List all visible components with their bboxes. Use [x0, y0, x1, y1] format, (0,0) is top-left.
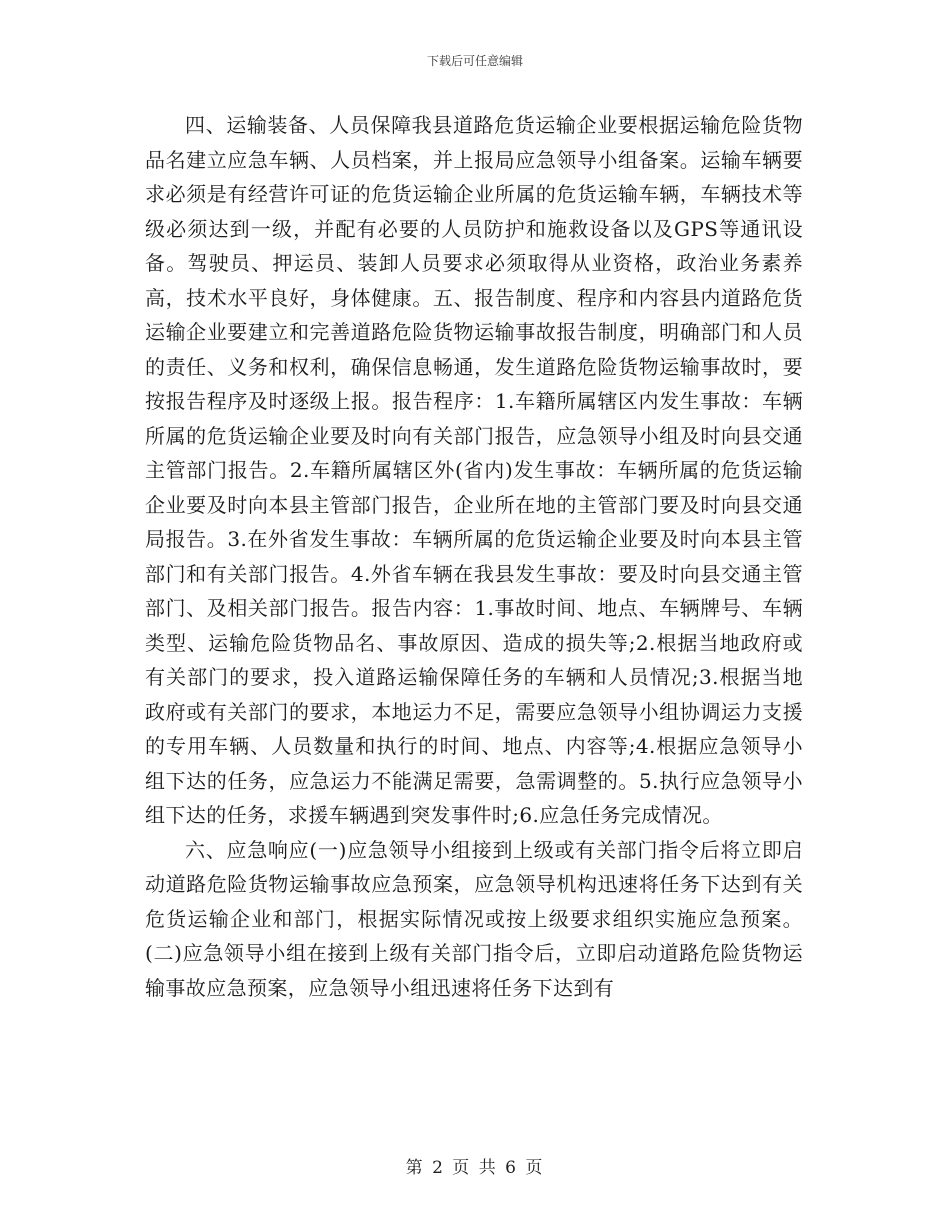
- paragraph: 四、运输装备、人员保障我县道路危货运输企业要根据运输危险货物品名建立应急车辆、人员档案，并上报局应急领导小组备案。运输车辆要求必须是有经营许可证的危货运输企业所属的危货运输车辆，车辆技术等级必须达到一级，并配有必要的人员防护和施救设备以及GPS等通讯设备。驾驶员、押运员、装卸人员要求必须取得从业资格，政治业务素养高，技术水平良好，身体健康。五、报告制度、程序和内容县内道路危货运输企业要建立和完善道路危险货物运输事故报告制度，明确部门和人员的责任、义务和权利，确保信息畅通，发生道路危险货物运输事故时，要按报告程序及时逐级上报。报告程序：1.车籍所属辖区内发生事故：车辆所属的危货运输企业要及时向有关部门报告，应急领导小组及时向县交通主管部门报告。2.车籍所属辖区外(省内)发生事故：车辆所属的危货运输企业要及时向本县主管部门报告，企业所在地的主管部门要及时向县交通局报告。3.在外省发生事故：车辆所属的危货运输企业要及时向本县主管部门和有关部门报告。4.外省车辆在我县发生事故：要及时向县交通主管部门、及相关部门报告。报告内容：1.事故时间、地点、车辆牌号、车辆类型、运输危险货物品名、事故原因、造成的损失等;2.根据当地政府或有关部门的要求，投入道路运输保障任务的车辆和人员情况;3.根据当地政府或有关部门的要求，本地运力不足，需要应急领导小组协调运力支援的专用车辆、人员数量和执行的时间、地点、内容等;4.根据应急领导小组下达的任务，应急运力不能满足需要，急需调整的。5.执行应急领导小组下达的任务，求援车辆遇到突发事件时;6.应急任务完成情况。: [145, 113, 803, 827]
- page-number-footer: 第 2 页 共 6 页: [405, 1158, 545, 1178]
- document-body: [145, 108, 803, 1005]
- paragraph: 六、应急响应(一)应急领导小组接到上级或有关部门指令后将立即启动道路危险货物运输事故应急预案，应急领导机构迅速将任务下达到有关危货运输企业和部门，根据实际情况或按上级要求组织实施应急预案。(二)应急领导小组在接到上级有关部门指令后，立即启动道路危险货物运输事故应急预案，应急领导小组迅速将任务下达到有: [145, 837, 803, 1000]
- page-header: 下载后可任意编辑: [426, 54, 523, 68]
